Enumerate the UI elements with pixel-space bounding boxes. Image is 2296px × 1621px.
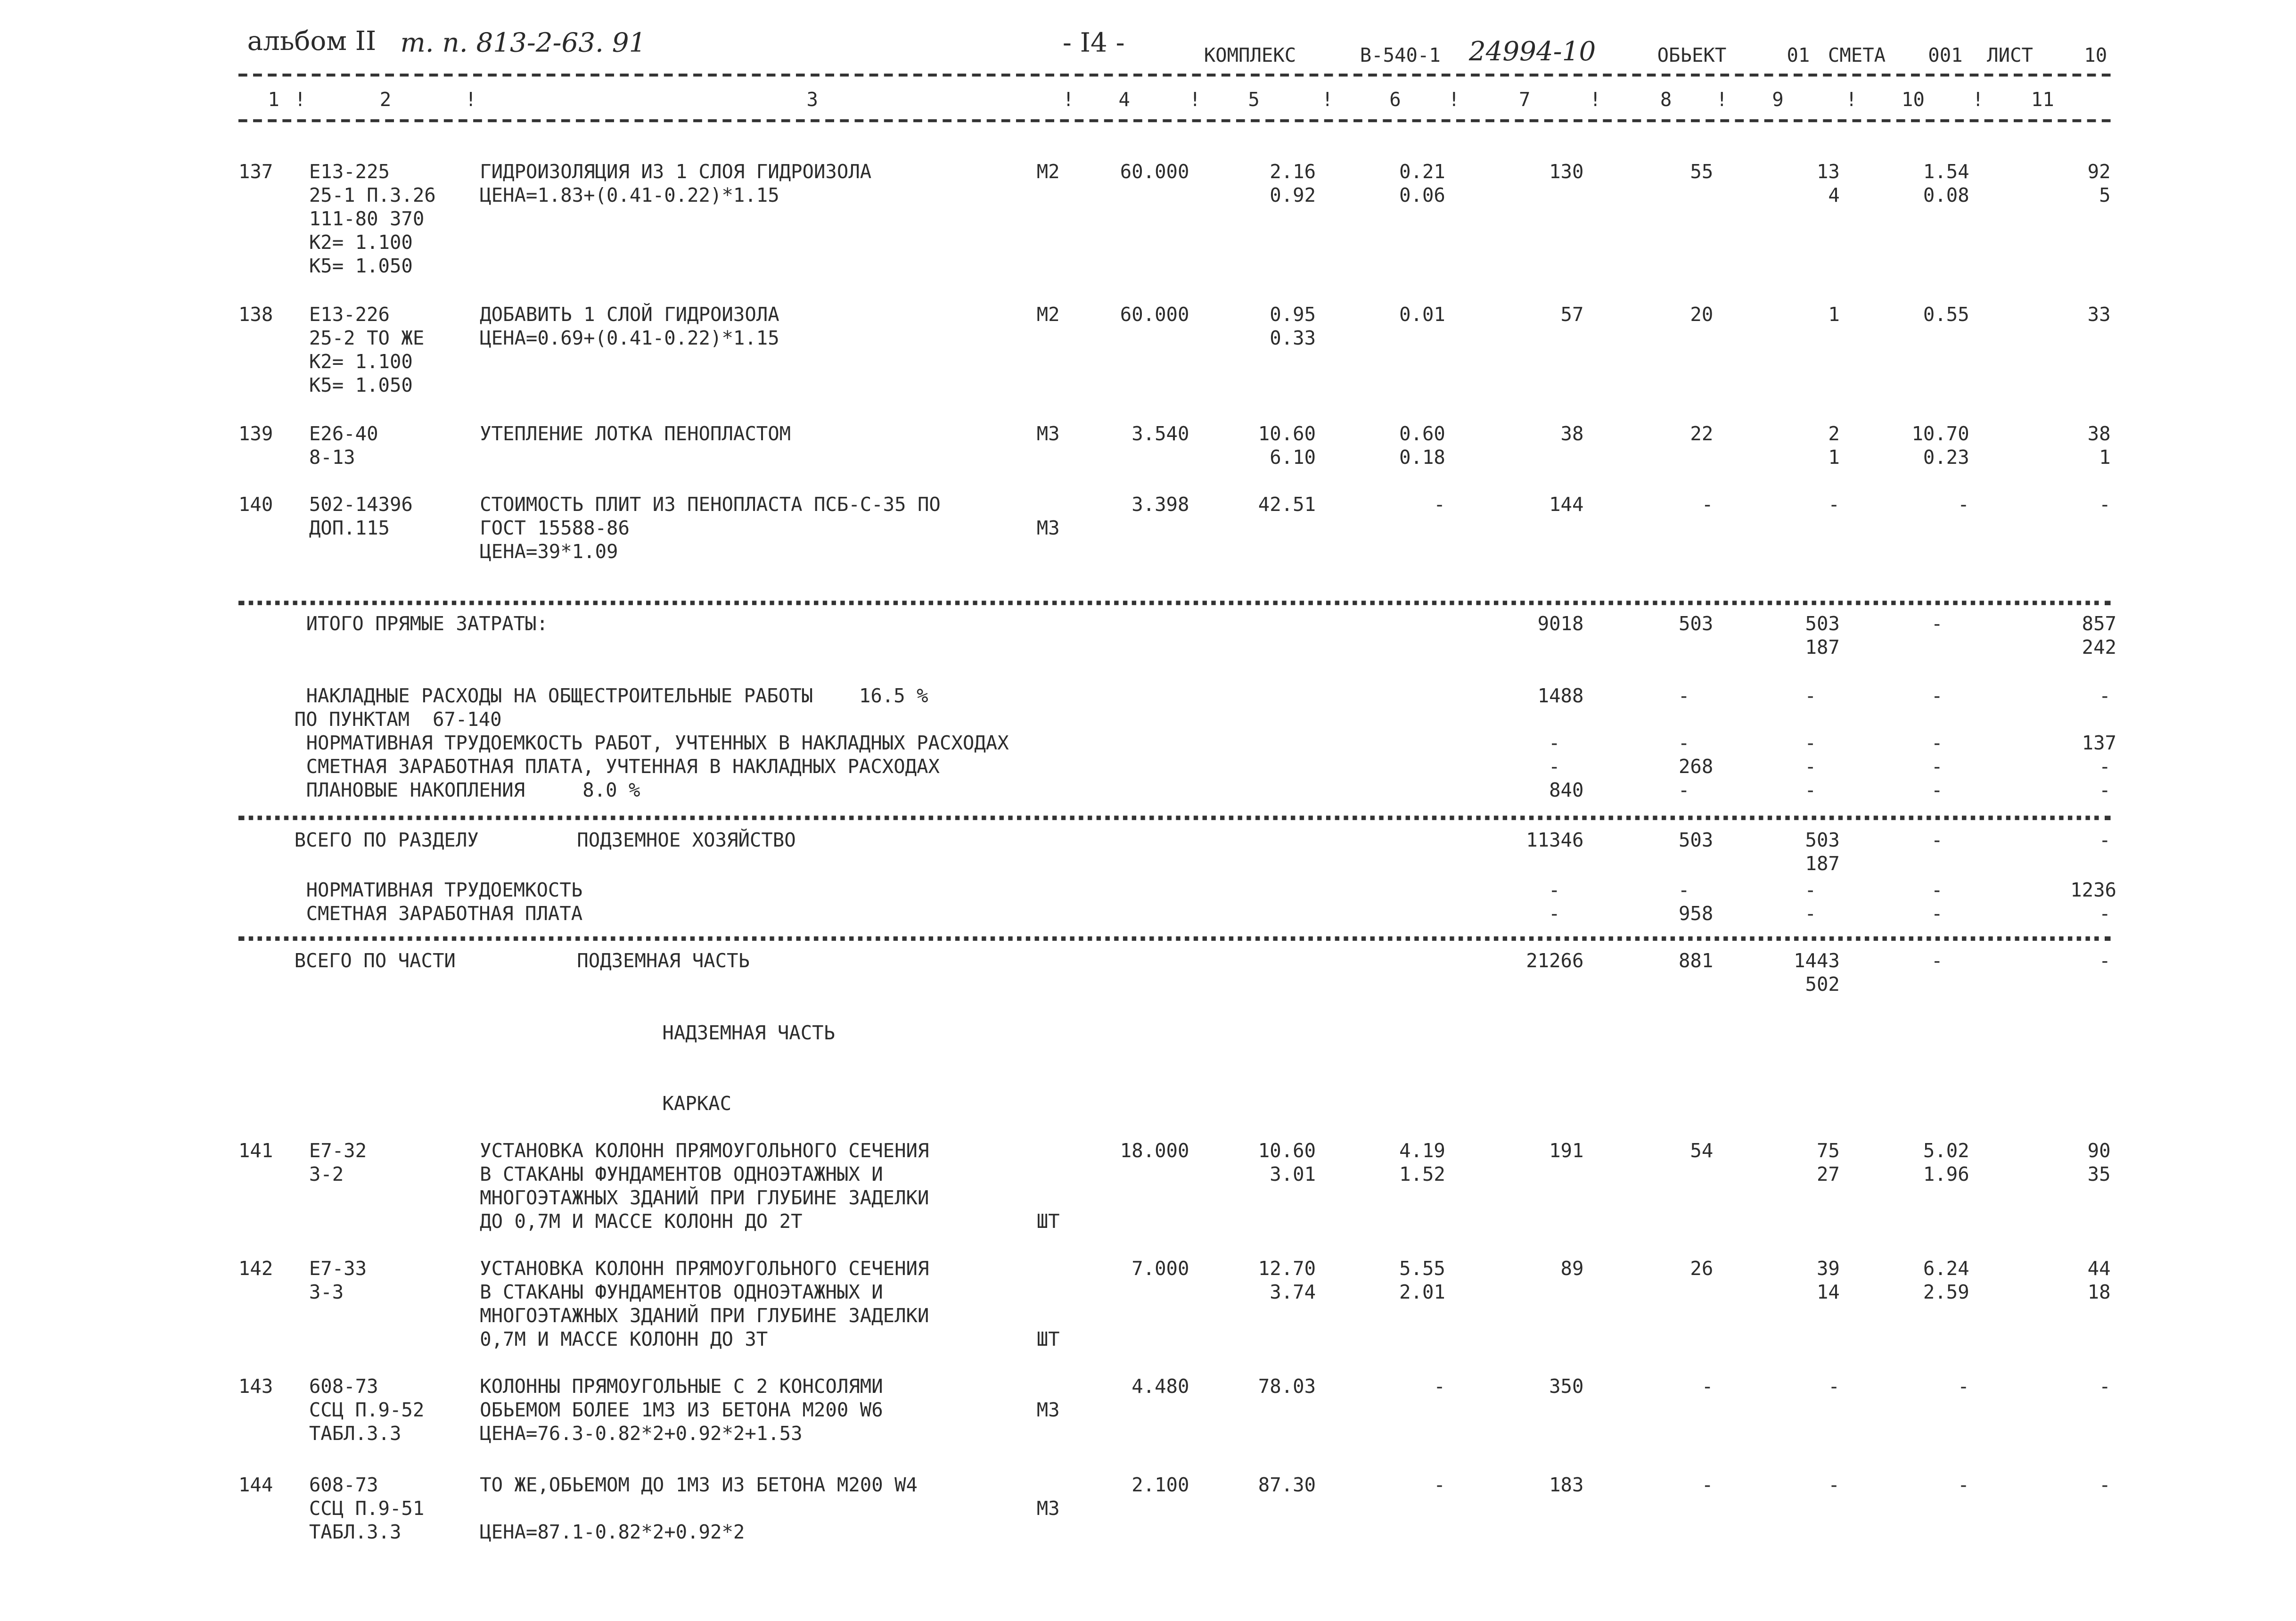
row-c11: 1 — [2099, 447, 2111, 470]
complex-label: КОМПЛЕКС — [1204, 45, 1296, 68]
row-unit: М2 — [1036, 162, 1060, 184]
row-c10: 5.02 — [1923, 1141, 1969, 1163]
planned-savings-col7: 840 — [1549, 780, 1584, 803]
row-qty: 18.000 — [1120, 1141, 1189, 1163]
column-header: 2 — [379, 90, 392, 112]
row-code: 608-73 — [309, 1475, 378, 1498]
wage-overhead-col9: - — [1804, 757, 1816, 779]
frame-heading: КАРКАС — [662, 1094, 732, 1116]
column-header: 11 — [2031, 90, 2054, 112]
labor-label: НОРМАТИВНАЯ ТРУДОЕМКОСТЬ — [306, 880, 583, 903]
row-desc: ДОБАВИТЬ 1 СЛОЙ ГИДРОИЗОЛА — [480, 304, 779, 327]
row-qty: 7.000 — [1132, 1259, 1189, 1281]
object-label: ОБЬЕКТ — [1657, 45, 1727, 68]
row-desc: ТО ЖЕ,ОБЬЕМОМ ДО 1М3 ИЗ БЕТОНА М200 W4 — [480, 1475, 918, 1498]
row-qty: 60.000 — [1120, 304, 1189, 327]
direct-col8: 503 — [1678, 614, 1714, 636]
row-c9: 2 — [1828, 424, 1840, 446]
row-c8: - — [1701, 1475, 1714, 1498]
row-code: ТАБЛ.3.3 — [309, 1424, 402, 1446]
row-qty: 4.480 — [1132, 1376, 1189, 1399]
row-c5: 12.70 — [1258, 1259, 1316, 1281]
row-c6: 0.18 — [1399, 447, 1445, 470]
row-c9: 14 — [1816, 1282, 1840, 1305]
row-c11: 35 — [2087, 1164, 2111, 1187]
column-separator: ! — [1589, 90, 1601, 112]
summary-divider — [238, 601, 2111, 605]
column-header: 5 — [1248, 90, 1260, 112]
row-c11: 33 — [2087, 304, 2111, 327]
row-no: 137 — [238, 162, 273, 184]
row-c7: 38 — [1560, 424, 1584, 446]
row-desc: УСТАНОВКА КОЛОНН ПРЯМОУГОЛЬНОГО СЕЧЕНИЯ — [480, 1259, 929, 1281]
above-ground-heading: НАДЗЕМНАЯ ЧАСТЬ — [662, 1023, 836, 1045]
row-desc: ГИДРОИЗОЛЯЦИЯ ИЗ 1 СЛОЯ ГИДРОИЗОЛА — [480, 162, 872, 184]
row-c9: - — [1828, 1475, 1840, 1498]
row-code: К2= 1.100 — [309, 232, 413, 255]
wage-overhead-label: СМЕТНАЯ ЗАРАБОТНАЯ ПЛАТА, УЧТЕННАЯ В НАКЛАДНЫХ РАСХОДАХ — [306, 757, 940, 779]
row-c10: - — [1958, 1475, 1969, 1498]
part-divider — [238, 937, 2111, 941]
row-c7: 57 — [1560, 304, 1584, 327]
row-code: Е26-40 — [309, 424, 378, 446]
column-header: 4 — [1118, 90, 1131, 112]
wage-overhead-col8: 268 — [1678, 757, 1714, 779]
column-header: 9 — [1772, 90, 1784, 112]
labor-overhead-col7: - — [1549, 733, 1560, 756]
row-c5: 78.03 — [1258, 1376, 1316, 1399]
labor-col11: 1236 — [2070, 880, 2117, 903]
labor-overhead-col10: - — [1931, 733, 1943, 756]
row-c11: 18 — [2087, 1282, 2111, 1305]
row-unit: М3 — [1036, 424, 1060, 446]
section-total-label: ВСЕГО ПО РАЗДЕЛУ — [294, 830, 479, 853]
labor-col10: - — [1931, 880, 1943, 903]
wage-col10: - — [1931, 904, 1943, 926]
row-c5: 2.16 — [1270, 162, 1316, 184]
wage-overhead-col7: - — [1549, 757, 1560, 779]
page-number: - I4 - — [1062, 28, 1125, 59]
section-col9: 503 — [1805, 830, 1840, 853]
labor-overhead-col9: - — [1804, 733, 1816, 756]
row-c5: 0.33 — [1270, 328, 1316, 351]
row-desc: В СТАКАНЫ ФУНДАМЕНТОВ ОДНОЭТАЖНЫХ И — [480, 1282, 883, 1305]
row-c11: 90 — [2087, 1141, 2111, 1163]
estimate-label: СМЕТА — [1828, 45, 1886, 68]
row-c9: 13 — [1816, 162, 1840, 184]
row-no: 143 — [238, 1376, 273, 1399]
row-c6: 0.60 — [1399, 424, 1445, 446]
labor-overhead-col8: - — [1678, 733, 1690, 756]
row-code: Е13-226 — [309, 304, 390, 327]
column-separator: ! — [1321, 90, 1333, 112]
row-c5: 6.10 — [1270, 447, 1316, 470]
row-unit: ШТ — [1036, 1329, 1060, 1352]
column-separator: ! — [1845, 90, 1857, 112]
row-c10: 1.54 — [1923, 162, 1969, 184]
row-c6: - — [1434, 494, 1445, 517]
row-desc: 0,7М И МАССЕ КОЛОНН ДО 3Т — [480, 1329, 768, 1352]
part-total-label: ВСЕГО ПО ЧАСТИ — [294, 951, 456, 973]
overhead-col8: - — [1678, 686, 1690, 708]
row-c11: 92 — [2087, 162, 2111, 184]
row-c10: 0.23 — [1923, 447, 1969, 470]
column-separator: ! — [1189, 90, 1201, 112]
wage-col8: 958 — [1678, 904, 1714, 926]
section-col10: - — [1931, 830, 1943, 853]
column-header: 7 — [1519, 90, 1531, 112]
row-c8: 54 — [1690, 1141, 1714, 1163]
row-no: 139 — [238, 424, 273, 446]
part-col7: 21266 — [1526, 951, 1584, 973]
wage-overhead-col10: - — [1931, 757, 1943, 779]
section-col11: - — [2099, 830, 2111, 853]
row-c5: 10.60 — [1258, 1141, 1316, 1163]
row-code: Е13-225 — [309, 162, 390, 184]
row-c7: 183 — [1549, 1475, 1584, 1498]
row-c9: 1 — [1828, 304, 1840, 327]
planned-savings-col10: - — [1931, 780, 1943, 803]
row-c11: 44 — [2087, 1259, 2111, 1281]
row-c6: 0.01 — [1399, 304, 1445, 327]
row-c5: 3.01 — [1270, 1164, 1316, 1187]
row-no: 141 — [238, 1141, 273, 1163]
row-c7: 144 — [1549, 494, 1584, 517]
row-c11: - — [2099, 1376, 2111, 1399]
row-c10: 0.08 — [1923, 185, 1969, 208]
row-c8: 20 — [1690, 304, 1714, 327]
row-c6: 2.01 — [1399, 1282, 1445, 1305]
row-desc: МНОГОЭТАЖНЫХ ЗДАНИЙ ПРИ ГЛУБИНЕ ЗАДЕЛКИ — [480, 1188, 929, 1210]
row-c6: 0.06 — [1399, 185, 1445, 208]
row-desc: ЦЕНА=0.69+(0.41-0.22)*1.15 — [480, 328, 779, 351]
row-desc: СТОИМОСТЬ ПЛИТ ИЗ ПЕНОПЛАСТА ПСБ-С-35 ПО — [480, 494, 941, 517]
row-c8: - — [1701, 494, 1714, 517]
header-rule-top — [238, 74, 2111, 76]
labor-overhead-col11: 137 — [2082, 733, 2117, 756]
row-c10: 1.96 — [1923, 1164, 1969, 1187]
section-col7: 11346 — [1526, 830, 1584, 853]
row-c6: - — [1434, 1475, 1445, 1498]
wage-col11: - — [2099, 904, 2111, 926]
row-no: 142 — [238, 1259, 273, 1281]
direct-costs-label: ИТОГО ПРЯМЫЕ ЗАТРАТЫ: — [306, 614, 548, 636]
overhead-col11: - — [2099, 686, 2111, 708]
album-code: т. п. 813-2-63. 91 — [400, 28, 646, 59]
planned-savings-label: ПЛАНОВЫЕ НАКОПЛЕНИЯ 8.0 % — [306, 780, 640, 803]
row-code: 3-3 — [309, 1282, 344, 1305]
part-col11: - — [2099, 951, 2111, 973]
row-c11: - — [2099, 494, 2111, 517]
section-col8: 503 — [1678, 830, 1714, 853]
row-c8: 22 — [1690, 424, 1714, 446]
column-separator: ! — [294, 90, 306, 112]
column-header: 8 — [1660, 90, 1672, 112]
direct-col10: - — [1931, 614, 1943, 636]
row-code: ТАБЛ.3.3 — [309, 1522, 402, 1545]
row-c6: 0.21 — [1399, 162, 1445, 184]
wage-col7: - — [1549, 904, 1560, 926]
wage-col9: - — [1804, 904, 1816, 926]
row-c8: 26 — [1690, 1259, 1714, 1281]
section-total-name: ПОДЗЕМНОЕ ХОЗЯЙСТВО — [577, 830, 796, 853]
complex-code: В-540-1 — [1360, 45, 1441, 68]
section-col9: 187 — [1805, 854, 1840, 876]
row-c9: - — [1828, 1376, 1840, 1399]
row-c7: 191 — [1549, 1141, 1584, 1163]
part-col10: - — [1931, 951, 1943, 973]
row-unit: М3 — [1036, 1400, 1060, 1423]
row-code: ДОП.115 — [309, 518, 390, 541]
wage-overhead-col11: - — [2099, 757, 2111, 779]
row-c5: 3.74 — [1270, 1282, 1316, 1305]
row-c6: 5.55 — [1399, 1259, 1445, 1281]
labor-col9: - — [1804, 880, 1816, 903]
row-desc: ОБЬЕМОМ БОЛЕЕ 1М3 ИЗ БЕТОНА М200 W6 — [480, 1400, 883, 1423]
row-unit: М3 — [1036, 518, 1060, 541]
album-label: альбом II — [247, 26, 377, 58]
row-c10: - — [1958, 1376, 1969, 1399]
row-qty: 60.000 — [1120, 162, 1189, 184]
labor-col8: - — [1678, 880, 1690, 903]
direct-col9: 187 — [1805, 637, 1840, 660]
row-c10: 6.24 — [1923, 1259, 1969, 1281]
row-qty: 3.540 — [1132, 424, 1189, 446]
row-c10: 10.70 — [1911, 424, 1969, 446]
row-c5: 10.60 — [1258, 424, 1316, 446]
planned-savings-col11: - — [2099, 780, 2111, 803]
column-header: 1 — [268, 90, 279, 112]
row-desc: ЦЕНА=87.1-0.82*2+0.92*2 — [480, 1522, 745, 1545]
row-code: 3-2 — [309, 1164, 344, 1187]
row-c10: 2.59 — [1923, 1282, 1969, 1305]
column-separator: ! — [1716, 90, 1728, 112]
row-desc: КОЛОННЫ ПРЯМОУГОЛЬНЫЕ С 2 КОНСОЛЯМИ — [480, 1376, 883, 1399]
row-code: 502-14396 — [309, 494, 413, 517]
direct-col11: 242 — [2082, 637, 2117, 660]
row-c7: 130 — [1549, 162, 1584, 184]
row-desc: ГОСТ 15588-86 — [480, 518, 630, 541]
row-desc: ЦЕНА=1.83+(0.41-0.22)*1.15 — [480, 185, 779, 208]
column-separator: ! — [1062, 90, 1074, 112]
direct-col11: 857 — [2082, 614, 2117, 636]
overhead-col9: - — [1804, 686, 1816, 708]
row-c9: 75 — [1816, 1141, 1840, 1163]
row-qty: 2.100 — [1132, 1475, 1189, 1498]
row-c9: 27 — [1816, 1164, 1840, 1187]
overhead-col10: - — [1931, 686, 1943, 708]
row-c6: 1.52 — [1399, 1164, 1445, 1187]
section-divider — [238, 815, 2111, 820]
row-c5: 42.51 — [1258, 494, 1316, 517]
row-desc: УТЕПЛЕНИЕ ЛОТКА ПЕНОПЛАСТОМ — [480, 424, 791, 446]
row-code: Е7-32 — [309, 1141, 367, 1163]
row-c10: - — [1958, 494, 1969, 517]
row-c9: 1 — [1828, 447, 1840, 470]
complex-handwritten: 24994-10 — [1468, 37, 1596, 68]
row-c10: 0.55 — [1923, 304, 1969, 327]
row-code: К5= 1.050 — [309, 375, 413, 398]
row-unit: ШТ — [1036, 1211, 1060, 1234]
row-code: К5= 1.050 — [309, 256, 413, 279]
row-no: 138 — [238, 304, 273, 327]
row-desc: МНОГОЭТАЖНЫХ ЗДАНИЙ ПРИ ГЛУБИНЕ ЗАДЕЛКИ — [480, 1306, 929, 1328]
row-code: Е7-33 — [309, 1259, 367, 1281]
row-no: 140 — [238, 494, 273, 517]
wage-label: СМЕТНАЯ ЗАРАБОТНАЯ ПЛАТА — [306, 904, 583, 926]
row-code: ССЦ П.9-52 — [309, 1400, 425, 1423]
column-header: 3 — [806, 90, 818, 112]
part-total-name: ПОДЗЕМНАЯ ЧАСТЬ — [577, 951, 750, 973]
labor-col7: - — [1549, 880, 1560, 903]
part-col8: 881 — [1678, 951, 1714, 973]
part-col9: 1443 — [1794, 951, 1840, 973]
row-c5: 87.30 — [1258, 1475, 1316, 1498]
estimate-number: 001 — [1928, 45, 1963, 68]
row-c9: 39 — [1816, 1259, 1840, 1281]
object-number: 01 — [1787, 45, 1810, 68]
row-c5: 0.95 — [1270, 304, 1316, 327]
row-c11: 38 — [2087, 424, 2111, 446]
sheet-label: ЛИСТ — [1987, 45, 2033, 68]
row-code: 25-2 ТО ЖЕ — [309, 328, 425, 351]
direct-col9: 503 — [1805, 614, 1840, 636]
row-c11: - — [2099, 1475, 2111, 1498]
row-code: 25-1 П.3.26 — [309, 185, 436, 208]
row-unit: М3 — [1036, 1498, 1060, 1521]
labor-overhead-label: НОРМАТИВНАЯ ТРУДОЕМКОСТЬ РАБОТ, УЧТЕННЫХ В НАКЛАДНЫХ РАСХОДАХ — [306, 733, 1009, 756]
overhead-scope: ПО ПУНКТАМ 67-140 — [294, 709, 502, 732]
row-c11: 5 — [2099, 185, 2111, 208]
row-c9: - — [1828, 494, 1840, 517]
row-code: 111-80 370 — [309, 209, 425, 231]
row-unit: М2 — [1036, 304, 1060, 327]
row-desc: В СТАКАНЫ ФУНДАМЕНТОВ ОДНОЭТАЖНЫХ И — [480, 1164, 883, 1187]
column-separator: ! — [1972, 90, 1984, 112]
row-c6: 4.19 — [1399, 1141, 1445, 1163]
column-separator: ! — [1448, 90, 1460, 112]
direct-col7: 9018 — [1537, 614, 1584, 636]
overhead-col7: 1488 — [1537, 686, 1584, 708]
row-c7: 350 — [1549, 1376, 1584, 1399]
row-c8: - — [1701, 1376, 1714, 1399]
column-header: 6 — [1389, 90, 1401, 112]
row-no: 144 — [238, 1475, 273, 1498]
row-c9: 4 — [1828, 185, 1840, 208]
row-c7: 89 — [1560, 1259, 1584, 1281]
row-c8: 55 — [1690, 162, 1714, 184]
planned-savings-col9: - — [1804, 780, 1816, 803]
header-rule-bottom — [238, 119, 2111, 122]
row-desc: ДО 0,7М И МАССЕ КОЛОНН ДО 2Т — [480, 1211, 803, 1234]
column-separator: ! — [465, 90, 477, 112]
part-col9: 502 — [1805, 974, 1840, 997]
sheet-number: 10 — [2084, 45, 2107, 68]
row-c5: 0.92 — [1270, 185, 1316, 208]
planned-savings-col8: - — [1678, 780, 1690, 803]
row-desc: ЦЕНА=76.3-0.82*2+0.92*2+1.53 — [480, 1424, 803, 1446]
row-qty: 3.398 — [1132, 494, 1189, 517]
overhead-label: НАКЛАДНЫЕ РАСХОДЫ НА ОБЩЕСТРОИТЕЛЬНЫЕ РАБОТЫ 16.5 % — [306, 686, 928, 708]
row-code: К2= 1.100 — [309, 352, 413, 374]
row-code: 8-13 — [309, 447, 355, 470]
row-desc: УСТАНОВКА КОЛОНН ПРЯМОУГОЛЬНОГО СЕЧЕНИЯ — [480, 1141, 929, 1163]
row-code: ССЦ П.9-51 — [309, 1498, 425, 1521]
row-c6: - — [1434, 1376, 1445, 1399]
row-desc: ЦЕНА=39*1.09 — [480, 542, 618, 564]
column-header: 10 — [1902, 90, 1925, 112]
row-code: 608-73 — [309, 1376, 378, 1399]
